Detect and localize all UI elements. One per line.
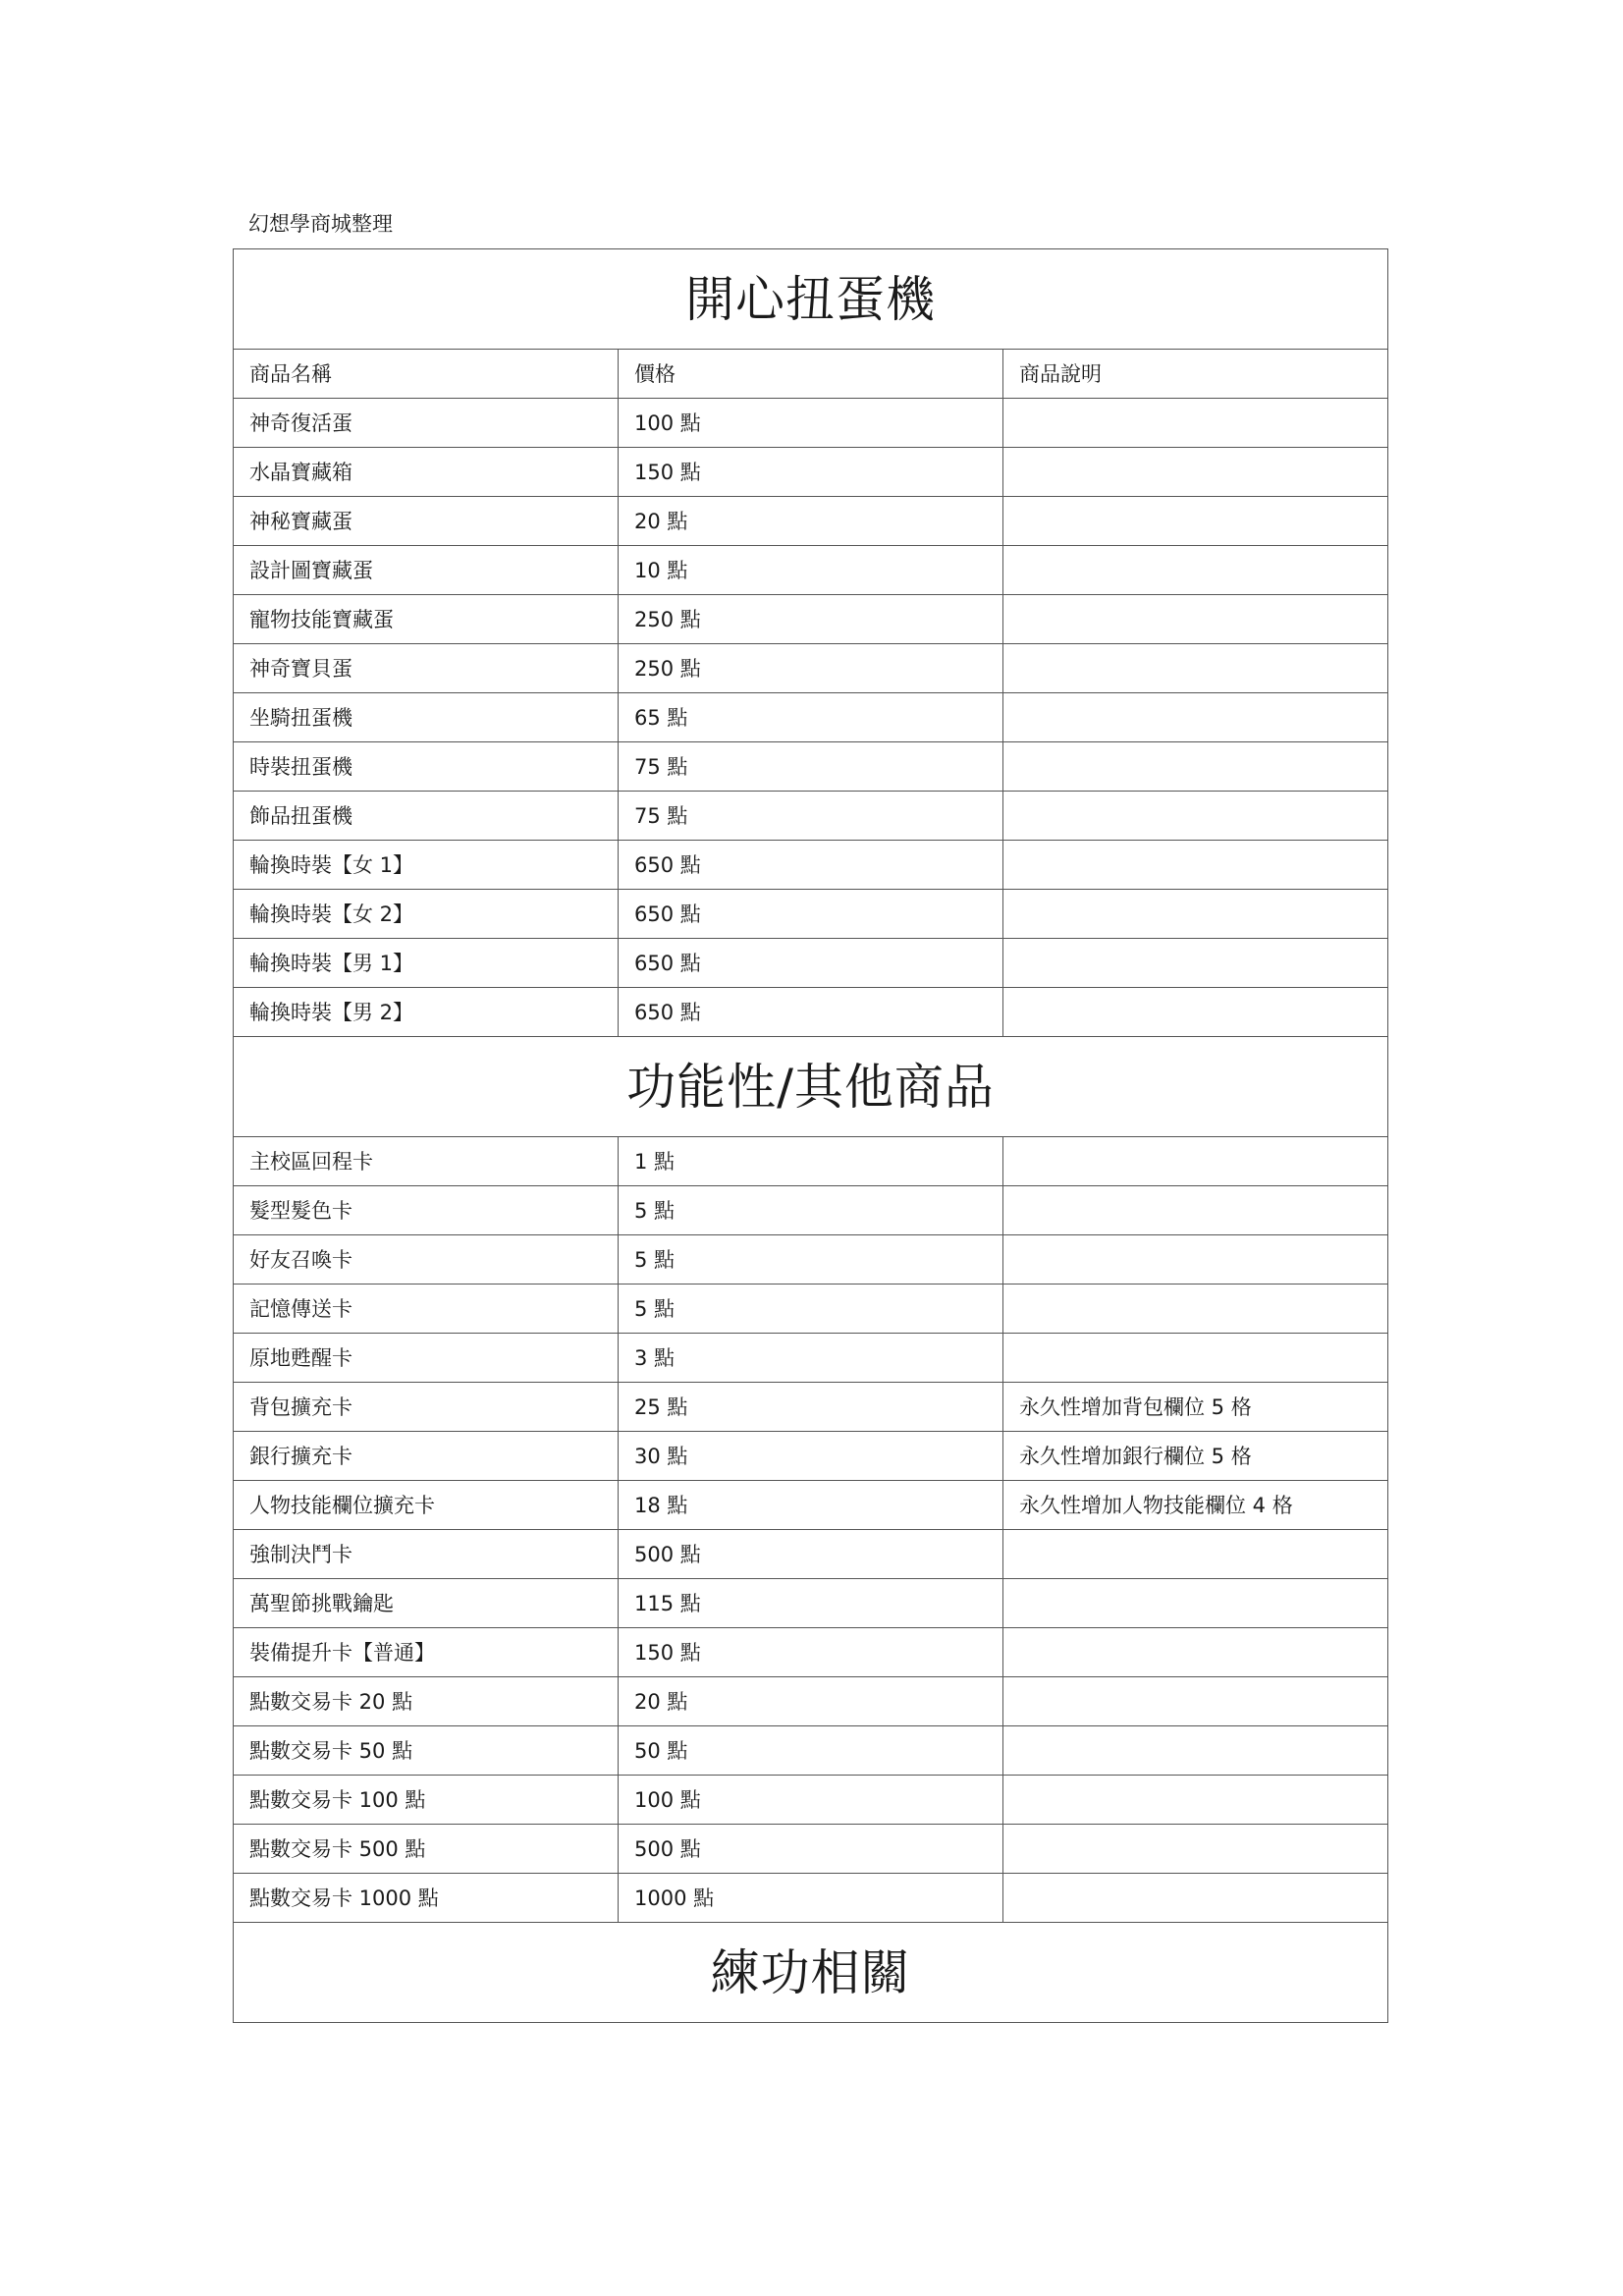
table-row xyxy=(234,1726,1388,1776)
item-description-cell xyxy=(1003,988,1388,1037)
item-description-cell: 永久性增加人物技能欄位 4 格 xyxy=(1003,1481,1388,1530)
item-name-cell: 點數交易卡 1000 點 xyxy=(234,1874,619,1923)
item-price-cell: 115 點 xyxy=(619,1579,1003,1628)
item-description-cell xyxy=(1003,693,1388,742)
item-name-cell: 神秘寶藏蛋 xyxy=(234,497,619,546)
item-name-cell: 飾品扭蛋機 xyxy=(234,792,619,841)
item-description-cell xyxy=(1003,399,1388,448)
item-price-cell: 10 點 xyxy=(619,546,1003,595)
section-heading: 練功相關 xyxy=(234,1923,1388,2023)
table-row xyxy=(234,1383,1388,1432)
item-name-cell: 原地甦醒卡 xyxy=(234,1334,619,1383)
item-name-cell: 人物技能欄位擴充卡 xyxy=(234,1481,619,1530)
column-header-row xyxy=(234,350,1388,399)
item-price-cell: 650 點 xyxy=(619,890,1003,939)
table-row xyxy=(234,792,1388,841)
table-row xyxy=(234,595,1388,644)
table-row xyxy=(234,1825,1388,1874)
item-name-cell: 神奇復活蛋 xyxy=(234,399,619,448)
item-price-cell: 100 點 xyxy=(619,399,1003,448)
item-price-cell: 650 點 xyxy=(619,988,1003,1037)
item-price-cell: 150 點 xyxy=(619,1628,1003,1677)
shop-table xyxy=(233,248,1388,2023)
item-name-cell: 點數交易卡 20 點 xyxy=(234,1677,619,1726)
table-row xyxy=(234,1677,1388,1726)
item-price-cell: 20 點 xyxy=(619,497,1003,546)
item-description-cell xyxy=(1003,1137,1388,1186)
table-row xyxy=(234,1235,1388,1285)
item-name-cell: 神奇寶貝蛋 xyxy=(234,644,619,693)
item-name-cell: 輪換時裝【男 2】 xyxy=(234,988,619,1037)
item-price-cell: 75 點 xyxy=(619,792,1003,841)
item-description-cell xyxy=(1003,792,1388,841)
item-description-cell xyxy=(1003,742,1388,792)
item-price-cell: 5 點 xyxy=(619,1235,1003,1285)
table-row xyxy=(234,1481,1388,1530)
item-name-cell: 輪換時裝【女 1】 xyxy=(234,841,619,890)
item-price-cell: 5 點 xyxy=(619,1285,1003,1334)
section-heading-row xyxy=(234,1037,1388,1137)
column-header-price: 價格 xyxy=(619,350,1003,399)
item-description-cell xyxy=(1003,1677,1388,1726)
item-name-cell: 輪換時裝【女 2】 xyxy=(234,890,619,939)
item-name-cell: 水晶寶藏箱 xyxy=(234,448,619,497)
section-heading: 功能性/其他商品 xyxy=(234,1037,1388,1137)
item-name-cell: 點數交易卡 100 點 xyxy=(234,1776,619,1825)
table-row xyxy=(234,644,1388,693)
item-price-cell: 20 點 xyxy=(619,1677,1003,1726)
item-description-cell xyxy=(1003,595,1388,644)
item-name-cell: 銀行擴充卡 xyxy=(234,1432,619,1481)
item-name-cell: 時裝扭蛋機 xyxy=(234,742,619,792)
table-row xyxy=(234,546,1388,595)
item-name-cell: 記憶傳送卡 xyxy=(234,1285,619,1334)
item-price-cell: 650 點 xyxy=(619,841,1003,890)
item-price-cell: 650 點 xyxy=(619,939,1003,988)
item-name-cell: 輪換時裝【男 1】 xyxy=(234,939,619,988)
item-price-cell: 18 點 xyxy=(619,1481,1003,1530)
item-price-cell: 100 點 xyxy=(619,1776,1003,1825)
item-description-cell: 永久性增加背包欄位 5 格 xyxy=(1003,1383,1388,1432)
item-price-cell: 1000 點 xyxy=(619,1874,1003,1923)
table-row xyxy=(234,1137,1388,1186)
item-description-cell xyxy=(1003,1530,1388,1579)
item-name-cell: 髮型髮色卡 xyxy=(234,1186,619,1235)
section-heading-row xyxy=(234,249,1388,350)
section-heading: 開心扭蛋機 xyxy=(234,249,1388,350)
section-heading-row xyxy=(234,1923,1388,2023)
shop-table-body xyxy=(234,249,1388,2023)
item-description-cell xyxy=(1003,1579,1388,1628)
item-name-cell: 坐騎扭蛋機 xyxy=(234,693,619,742)
table-row xyxy=(234,1628,1388,1677)
table-row xyxy=(234,399,1388,448)
table-row xyxy=(234,1285,1388,1334)
item-description-cell xyxy=(1003,1334,1388,1383)
item-price-cell: 30 點 xyxy=(619,1432,1003,1481)
item-price-cell: 1 點 xyxy=(619,1137,1003,1186)
table-row xyxy=(234,1579,1388,1628)
item-name-cell: 寵物技能寶藏蛋 xyxy=(234,595,619,644)
item-description-cell xyxy=(1003,1628,1388,1677)
item-price-cell: 5 點 xyxy=(619,1186,1003,1235)
item-price-cell: 150 點 xyxy=(619,448,1003,497)
item-price-cell: 50 點 xyxy=(619,1726,1003,1776)
table-row xyxy=(234,448,1388,497)
item-name-cell: 背包擴充卡 xyxy=(234,1383,619,1432)
item-name-cell: 點數交易卡 500 點 xyxy=(234,1825,619,1874)
item-price-cell: 25 點 xyxy=(619,1383,1003,1432)
item-price-cell: 500 點 xyxy=(619,1530,1003,1579)
item-description-cell xyxy=(1003,546,1388,595)
item-description-cell xyxy=(1003,1726,1388,1776)
item-description-cell xyxy=(1003,1186,1388,1235)
item-description-cell xyxy=(1003,1776,1388,1825)
item-name-cell: 裝備提升卡【普通】 xyxy=(234,1628,619,1677)
table-row xyxy=(234,742,1388,792)
table-row xyxy=(234,1874,1388,1923)
item-description-cell xyxy=(1003,644,1388,693)
item-description-cell xyxy=(1003,1285,1388,1334)
item-name-cell: 萬聖節挑戰鑰匙 xyxy=(234,1579,619,1628)
item-price-cell: 500 點 xyxy=(619,1825,1003,1874)
item-description-cell xyxy=(1003,1825,1388,1874)
item-description-cell xyxy=(1003,890,1388,939)
item-price-cell: 250 點 xyxy=(619,595,1003,644)
item-description-cell xyxy=(1003,497,1388,546)
item-price-cell: 3 點 xyxy=(619,1334,1003,1383)
table-row xyxy=(234,497,1388,546)
table-row xyxy=(234,1186,1388,1235)
table-row xyxy=(234,1530,1388,1579)
table-row xyxy=(234,890,1388,939)
item-name-cell: 設計圖寶藏蛋 xyxy=(234,546,619,595)
item-description-cell xyxy=(1003,1874,1388,1923)
column-header-description: 商品說明 xyxy=(1003,350,1388,399)
item-price-cell: 75 點 xyxy=(619,742,1003,792)
item-description-cell xyxy=(1003,841,1388,890)
column-header-name: 商品名稱 xyxy=(234,350,619,399)
item-description-cell xyxy=(1003,448,1388,497)
item-price-cell: 65 點 xyxy=(619,693,1003,742)
item-description-cell xyxy=(1003,939,1388,988)
table-row xyxy=(234,1432,1388,1481)
table-row xyxy=(234,988,1388,1037)
table-row xyxy=(234,939,1388,988)
item-name-cell: 主校區回程卡 xyxy=(234,1137,619,1186)
item-description-cell: 永久性增加銀行欄位 5 格 xyxy=(1003,1432,1388,1481)
table-row xyxy=(234,841,1388,890)
table-row xyxy=(234,1776,1388,1825)
item-price-cell: 250 點 xyxy=(619,644,1003,693)
item-name-cell: 好友召喚卡 xyxy=(234,1235,619,1285)
table-row xyxy=(234,693,1388,742)
document-title: 幻想學商城整理 xyxy=(248,212,393,236)
table-row xyxy=(234,1334,1388,1383)
item-name-cell: 強制決鬥卡 xyxy=(234,1530,619,1579)
item-name-cell: 點數交易卡 50 點 xyxy=(234,1726,619,1776)
item-description-cell xyxy=(1003,1235,1388,1285)
